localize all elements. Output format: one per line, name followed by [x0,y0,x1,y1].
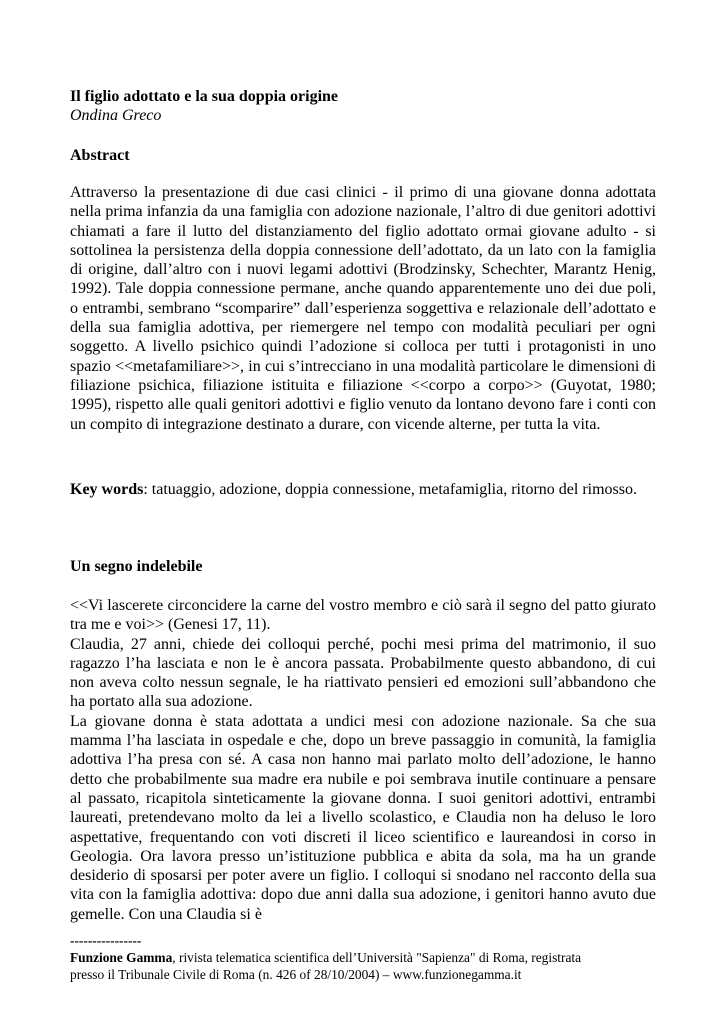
keywords-paragraph [70,480,656,499]
keywords-label: Key words [70,481,144,498]
section-body [70,596,656,924]
epigraph-paragraph: <<Vi lascerete circoncidere la carne del vostro membro e ciò sarà il segno del patto giurato tra me e voi>> (Genesi 17, 11). [70,597,656,634]
body-paragraph: La giovane donna è stata adottata a undici mesi con adozione nazionale. Sa che sua mamma l’ha lasciata in ospedale e che, dopo un breve passaggio in comunità, la famiglia adottiva l’ha presa con sé. A casa non hanno mai parlato molto dell’adozione, le hanno detto che probabilmente sua madre era nubile e poi sembrava inutile continuare a pensare al passato, ricapitola sinteticamente la giovane donna. I suoi genitori adottivi, entrambi laureati, pretendevano molto da lei a livello scolastico, e Claudia non ha deluso le loro aspettative, frequentando con voti discreti il liceo scientifico e laureandosi in corso in Geologia. Ora lavora presso un’istituzione pubblica e abita da sola, ma ha un grande desiderio di sposarsi per poter avere un figlio. I colloqui si snodano nel racconto della sua vita con la famiglia adottiva: dopo due anni dalla sua adozione, i genitori hanno avuto due gemelle. Con una Claudia si è [70,712,656,923]
article-author: Ondina Greco [70,107,162,124]
keywords-text: : tatuaggio, adozione, doppia connessione, metafamiglia, ritorno del rimosso. [143,481,637,498]
footer-line-1-text: , rivista telematica scientifica dell’Università "Sapienza" di Roma, registrata [172,950,582,965]
section-heading: Un segno indelebile [70,558,203,575]
footer-separator: ---------------- [70,933,142,948]
page-footer [70,932,656,983]
abstract-text: Attraverso la presentazione di due casi clinici - il primo di una giovane donna adottata nella prima infanzia da una famiglia con adozione nazionale, l’altro di due genitori adottivi chiamati a fare il lutto del distanziamento del figlio adottato ormai giovane adulto - si sottolinea la persistenza della doppia connessione dell’adottato, da un lato con la famiglia di origine, dall’altro con i nuovi legami adottivi (Brodzinsky, Schechter, Marantz Henig, 1992). Tale doppia connessione permane, anche quando apparentemente uno dei due poli, o entrambi, sembrano “scomparire” dall’esperienza soggettiva e relazionale dell’adottato e della sua famiglia adottiva, per riemergere nel tempo con modalità peculiari per ogni soggetto. A livello psichico quindi l’adozione si colloca per tutti i protagonisti in uno spazio <<metafamiliare>>, in cui s’intrecciano in una modalità particolare le dimensioni di filiazione psichica, filiazione istituita e filiazione <<corpo a corpo>> (Guyotat, 1980; 1995), rispetto alle quali genitori adottivi e figlio venuto da lontano devono fare i conti con un compito di integrazione destinato a durare, con vicende alterne, per tutta la vita. [70,184,656,433]
article-title: Il figlio adottato e la sua doppia origine [70,88,339,105]
footer-journal-name: Funzione Gamma [70,950,173,965]
body-paragraph: Claudia, 27 anni, chiede dei colloqui perché, pochi mesi prima del matrimonio, il suo ragazzo l’ha lasciata e non le è ancora passata. Probabilmente questo abbandono, di cui non aveva colto nessun segnale, le ha riattivato pensieri ed emozioni sull’abbandono che ha portato alla sua adozione. [70,635,656,711]
footer-line-2: presso il Tribunale Civile di Roma (n. 426 of 28/10/2004) – www.funzionegamma.it [70,967,522,982]
abstract-heading: Abstract [70,147,130,164]
footer-line-1 [70,949,656,966]
